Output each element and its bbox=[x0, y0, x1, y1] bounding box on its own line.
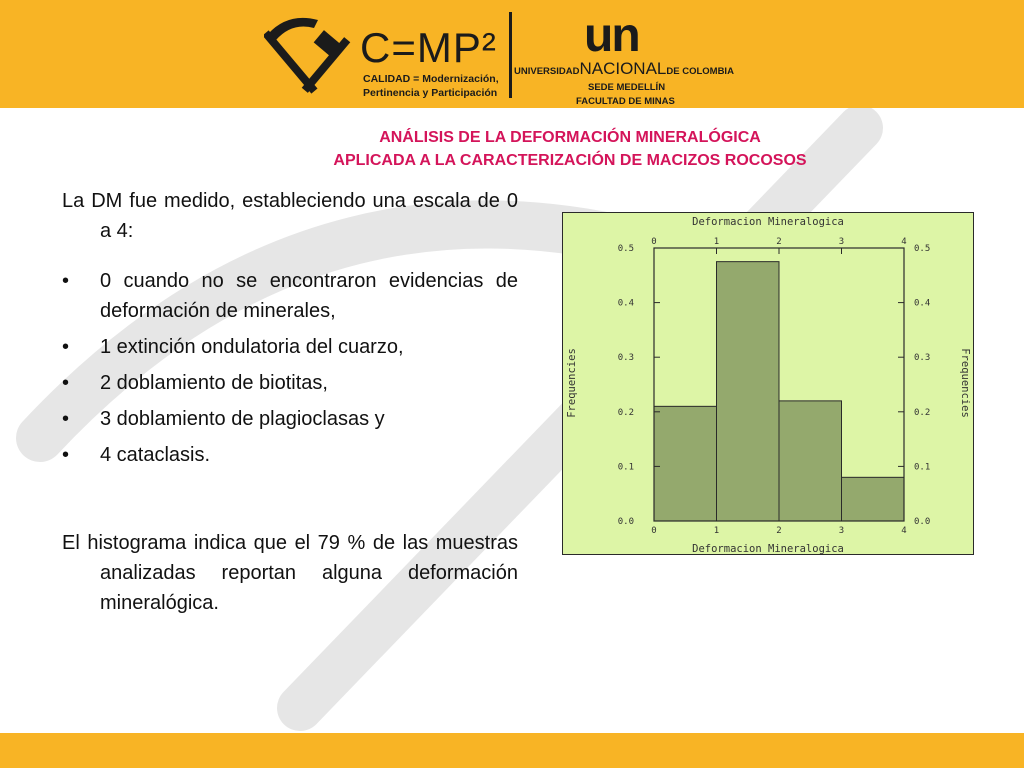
cmp-logo bbox=[264, 10, 504, 102]
conclusion-paragraph: El histograma indica que el 79 % de las muestras analizadas reportan alguna deformación mineralógica. bbox=[62, 532, 518, 614]
y-tick-label: 0.0 bbox=[914, 517, 931, 527]
body-text bbox=[62, 186, 518, 618]
un-name-mid: NACIONAL bbox=[579, 59, 667, 78]
bullet-text: 1 extinción ondulatoria del cuarzo, bbox=[100, 336, 404, 358]
x-tick-label: 0 bbox=[651, 237, 657, 247]
bullet-text: 2 doblamiento de biotitas, bbox=[100, 372, 328, 394]
cmp-subtitle-line2: Pertinencia y Participación bbox=[363, 87, 498, 99]
bullet-text: 3 doblamiento de plagioclasas y bbox=[100, 408, 385, 430]
y-tick-label: 0.4 bbox=[914, 298, 931, 309]
un-logo bbox=[514, 9, 754, 107]
footer-band bbox=[0, 733, 1024, 768]
intro-paragraph: La DM fue medido, estableciendo una escala de 0 a 4: bbox=[62, 190, 518, 242]
y-tick-label: 0.2 bbox=[914, 407, 931, 418]
bullet-icon: • bbox=[62, 444, 70, 466]
un-name-right: DE COLOMBIA bbox=[666, 66, 734, 77]
x-tick-label: 3 bbox=[838, 526, 845, 536]
un-sede: SEDE MEDELLÍN bbox=[588, 82, 666, 93]
y-tick-label: 0.3 bbox=[617, 353, 634, 364]
y-tick-label: 0.1 bbox=[914, 462, 931, 473]
x-tick-label: 4 bbox=[901, 526, 907, 536]
hammer-pickaxe-icon bbox=[264, 12, 356, 98]
un-name-left: UNIVERSIDAD bbox=[514, 66, 580, 77]
y-tick-label: 0.2 bbox=[617, 407, 634, 418]
y-tick-label: 0.5 bbox=[914, 244, 931, 254]
un-name-line bbox=[514, 59, 734, 79]
histogram-bar bbox=[654, 406, 717, 521]
y-tick-label: 0.3 bbox=[914, 353, 931, 364]
x-tick-label: 3 bbox=[838, 237, 845, 247]
histogram-bar bbox=[779, 401, 842, 521]
histogram-bar bbox=[842, 477, 905, 521]
x-tick-label: 1 bbox=[713, 237, 720, 247]
x-tick-label: 1 bbox=[713, 526, 720, 536]
logo-divider bbox=[509, 12, 512, 98]
histogram-chart bbox=[562, 212, 974, 555]
x-tick-label: 2 bbox=[776, 526, 782, 536]
list-item bbox=[62, 368, 518, 398]
x-tick-label: 2 bbox=[776, 237, 782, 247]
header-band bbox=[0, 0, 1024, 108]
slide-title-line2: APLICADA A LA CARACTERIZACIÓN DE MACIZOS ROCOSOS bbox=[333, 152, 807, 169]
y-axis-label-right: Frequencies bbox=[959, 348, 971, 418]
un-facultad: FACULTAD DE MINAS bbox=[576, 96, 675, 107]
y-axis-label-left: Frequencies bbox=[566, 348, 578, 418]
chart-title: Deformacion Mineralogica bbox=[692, 216, 844, 228]
bullet-text: 4 cataclasis. bbox=[100, 444, 211, 466]
bullet-icon: • bbox=[62, 336, 70, 358]
y-tick-label: 0.1 bbox=[617, 462, 634, 473]
x-tick-label: 4 bbox=[901, 237, 907, 247]
x-axis-label: Deformacion Mineralogica bbox=[692, 543, 844, 555]
y-tick-label: 0.5 bbox=[617, 244, 634, 254]
histogram-bar bbox=[717, 262, 780, 521]
bullet-icon: • bbox=[62, 270, 70, 292]
list-item bbox=[62, 440, 518, 470]
list-item bbox=[62, 332, 518, 362]
un-mark: un bbox=[584, 9, 639, 62]
slide-title-line1: ANÁLISIS DE LA DEFORMACIÓN MINERALÓGICA bbox=[379, 129, 761, 146]
bullet-icon: • bbox=[62, 372, 70, 394]
list-item bbox=[62, 266, 518, 326]
list-item bbox=[62, 404, 518, 434]
y-tick-label: 0.0 bbox=[617, 517, 634, 527]
bullet-icon: • bbox=[62, 408, 70, 430]
scale-bullet-list bbox=[62, 266, 518, 470]
slide-title bbox=[200, 126, 940, 172]
y-tick-label: 0.4 bbox=[617, 298, 634, 309]
x-tick-label: 0 bbox=[651, 526, 657, 536]
cmp-subtitle-line1: CALIDAD = Modernización, bbox=[363, 73, 499, 85]
bullet-text: 0 cuando no se encontraron evidencias de deformación de minerales, bbox=[100, 270, 518, 322]
cmp-title: C=MP² bbox=[360, 24, 497, 71]
